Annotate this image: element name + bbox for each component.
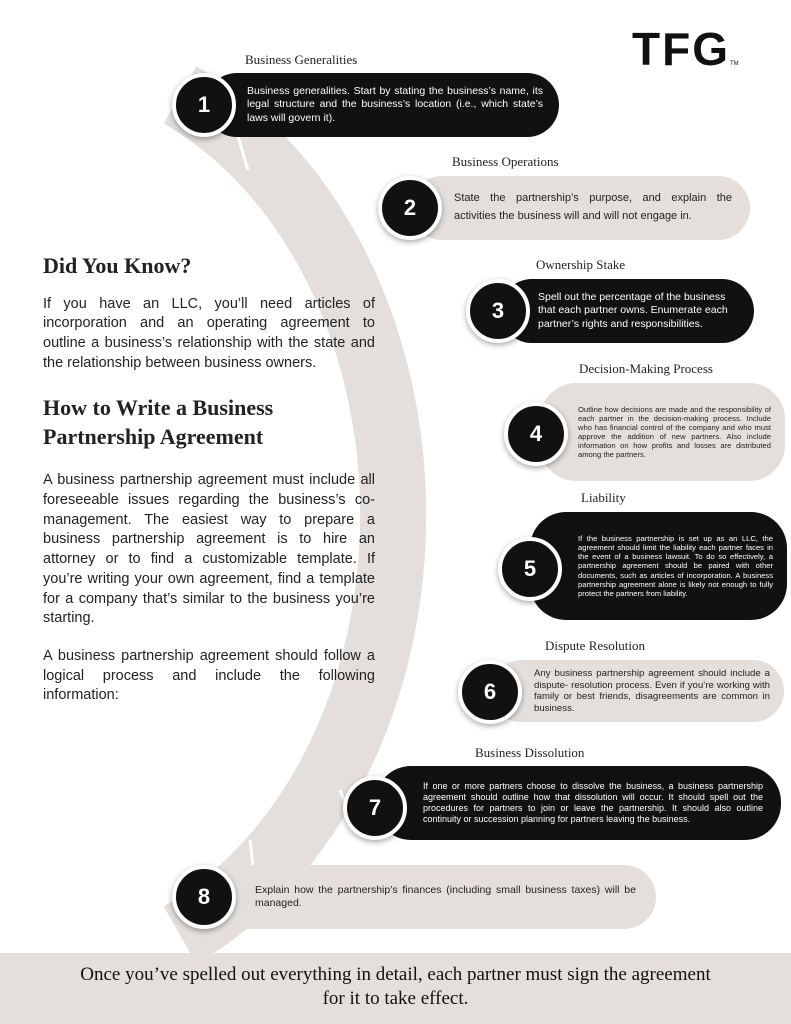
step-7-card (375, 766, 781, 840)
step-1-title: Business Generalities (245, 52, 358, 67)
step-7-number: 7 (343, 776, 407, 840)
how-to-heading: How to Write a Business Partnership Agreement (43, 395, 274, 449)
step-5-text: If the business partnership is set up as an LLC, the agreement should limit the liability each partner faces in the event of a business lawsuit. To do so effectively, a partnership agreement should be paired with other documents, such as articles of incorporation. A business partnership agreement alone is likely not enough to fully protect the partners from liability. (578, 534, 773, 598)
step-4-text: Outline how decisions are made and the responsibility of each partner in the decision-making process. Include who has financial control of the company and who must approve the addition of new partners. Also include information on how profits and losses are distributed among the partners. (578, 404, 771, 460)
step-4-title: Decision-Making Process (579, 361, 713, 376)
step-2-number: 2 (378, 176, 442, 240)
step-8-card (205, 865, 656, 929)
step-2-title: Business Operations (452, 154, 559, 169)
step-3-title: Ownership Stake (536, 257, 626, 272)
step-1-card (205, 73, 559, 137)
step-6-number: 6 (458, 660, 522, 724)
step-6-text: Any business partnership agreement should include a dispute- resolution process. Even if you’re working with family or best friends, disagreements are common in business. (534, 668, 770, 714)
step-5-card (530, 512, 787, 620)
step-7-text: If one or more partners choose to dissolve the business, a business partnership agreement should outline how that dissolution will occur. It should spell out the procedures for partners to join or leave the partnership. It should also outline continuity or succession planning for partners leaving the business. (423, 781, 763, 824)
step-6-title: Dispute Resolution (545, 638, 646, 653)
how-to-text-1: A business partnership agreement must include all foreseeable issues regarding the business’s co-management. The easiest way to prepare a business partnership agreement is to hire an attorney or to find a customizable template. If you’re writing your own agreement, find a template for a company that’s similar to the business you’re starting. (43, 472, 375, 627)
step-3-card (500, 279, 754, 343)
footer-line-2: for it to take effect. (322, 987, 469, 1009)
step-5-title: Liability (581, 490, 626, 505)
step-5-number: 5 (498, 537, 562, 601)
step-2-card (410, 176, 750, 240)
step-4-card (540, 383, 785, 481)
how-to-text-2: A business partnership agreement should follow a logical process and include the following information: (43, 647, 375, 704)
step-3-text: Spell out the percentage of the business that each partner owns. Enumerate each partner’s rights and responsibilities. (538, 291, 728, 330)
step-6-card (490, 660, 784, 722)
step-1-number: 1 (172, 73, 236, 137)
tfg-logo: TFGTM (632, 23, 739, 75)
step-3-number: 3 (466, 279, 530, 343)
step-4-number: 4 (504, 402, 568, 466)
step-8-text: Explain how the partnership’s finances (including small business taxes) will be managed. (255, 883, 636, 909)
did-you-know-heading: Did You Know? (43, 253, 192, 278)
step-8-number: 8 (172, 865, 236, 929)
step-1-text: Business generalities. Start by stating the business’s name, its legal structure and the business’s location (i.e., which state’s laws will govern it). (247, 85, 543, 124)
how-to-section (43, 394, 375, 706)
footer-banner (0, 953, 791, 1024)
step-7-title: Business Dissolution (475, 745, 585, 760)
did-you-know-section (43, 252, 375, 373)
footer-line-1: Once you’ve spelled out everything in detail, each partner must sign the agreement (80, 964, 711, 985)
step-2-text: State the partnership’s purpose, and explain the activities the business will and will not engage in. (454, 192, 732, 222)
did-you-know-text: If you have an LLC, you’ll need articles of incorporation and an operating agreement to outline a business’s relationship with the state and the relationship between business owners. (43, 295, 375, 371)
